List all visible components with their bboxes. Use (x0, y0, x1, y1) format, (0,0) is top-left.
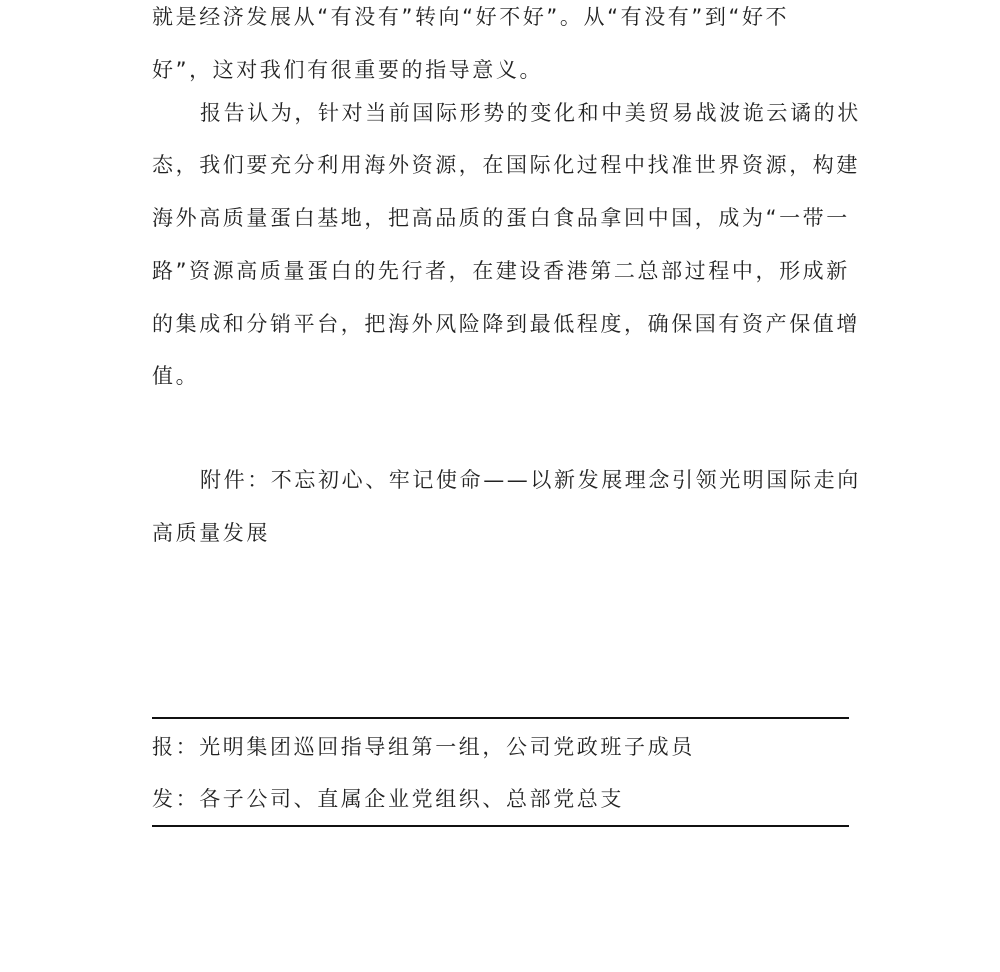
attachment-line: 附件：不忘初心、牢记使命——以新发展理念引领光明国际走向 (200, 468, 861, 492)
body-text-line: 路”资源高质量蛋白的先行者，在建设香港第二总部过程中，形成新 (152, 259, 850, 283)
bottom-divider (152, 825, 849, 827)
attachment-line: 高质量发展 (152, 521, 270, 545)
body-text-line: 好”，这对我们有很重要的指导意义。 (152, 58, 544, 82)
body-text-line: 值。 (152, 364, 200, 388)
body-text-line: 态，我们要充分利用海外资源，在国际化过程中找准世界资源，构建 (152, 153, 860, 177)
report-to-line: 报：光明集团巡回指导组第一组，公司党政班子成员 (152, 735, 695, 759)
top-divider (152, 717, 849, 719)
send-to-line: 发：各子公司、直属企业党组织、总部党总支 (152, 787, 624, 811)
body-text-line: 海外高质量蛋白基地，把高品质的蛋白食品拿回中国，成为“一带一 (152, 206, 850, 230)
body-text-line: 报告认为，针对当前国际形势的变化和中美贸易战波诡云谲的状 (200, 101, 861, 125)
body-text-line: 的集成和分销平台，把海外风险降到最低程度，确保国有资产保值增 (152, 312, 860, 336)
body-text-line: 就是经济发展从“有没有”转向“好不好”。从“有没有”到“好不 (152, 5, 790, 29)
